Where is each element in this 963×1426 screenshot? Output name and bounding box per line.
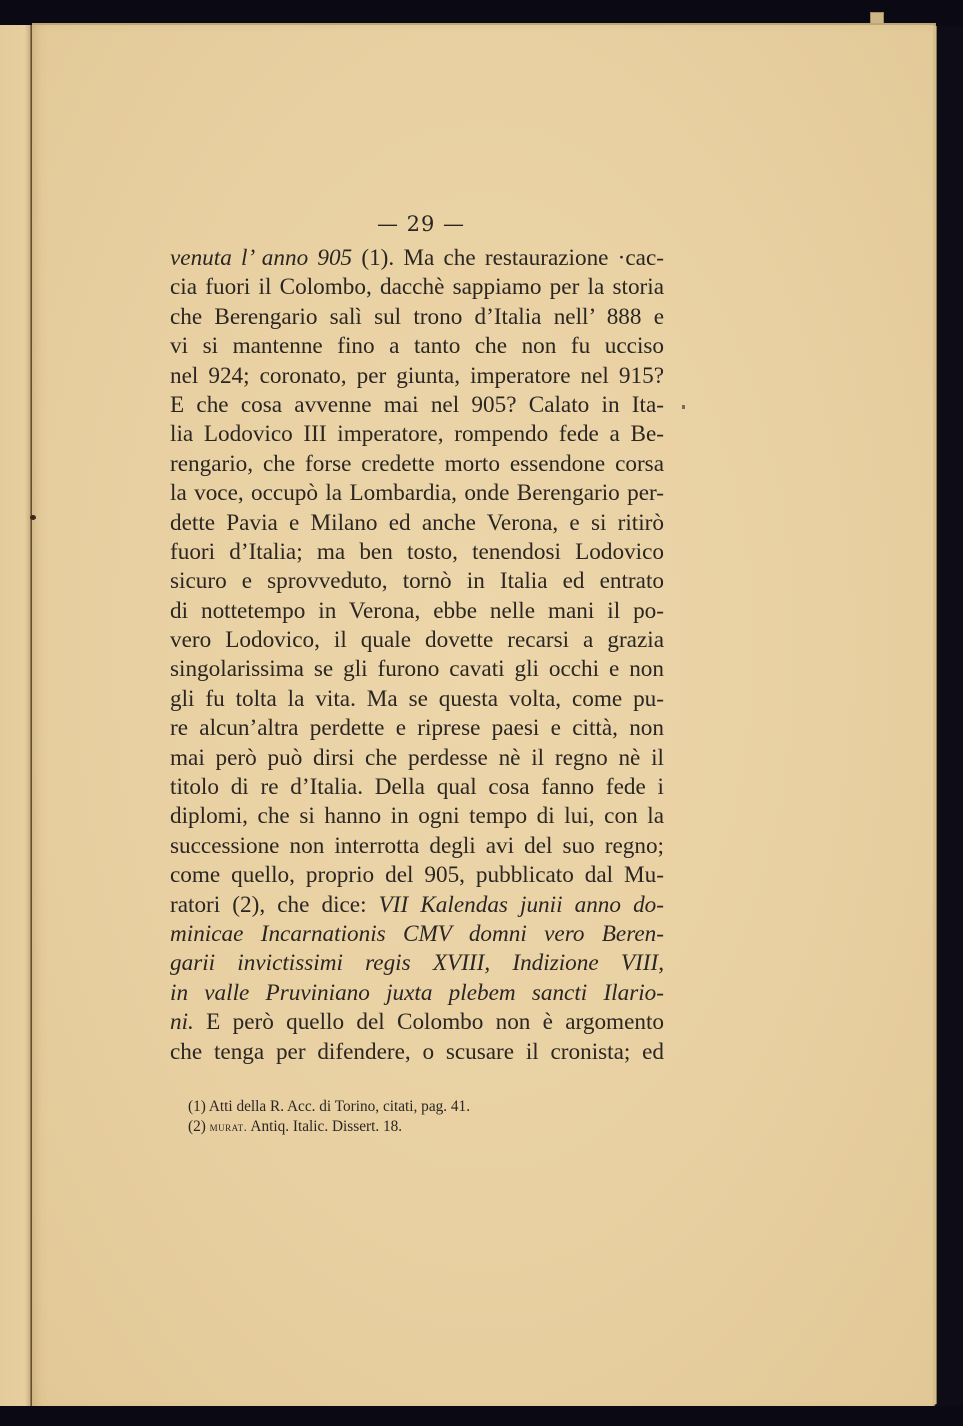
page-number: — 29 — (376, 212, 466, 236)
text-line (170, 567, 664, 596)
footnote-text: Atti della R. Acc. di Torino, citati, pag. 41. (208, 1098, 471, 1115)
italic-segment: VII Kalendas junii anno do- (378, 891, 664, 918)
text-line (170, 538, 664, 567)
footnote-2 (188, 1117, 608, 1137)
text-segment: titolo di re d’Italia. Della qual cosa fanno fede i (170, 774, 664, 801)
text-line (170, 391, 664, 420)
scan-background-bottom (0, 1406, 963, 1426)
footnote-1 (188, 1097, 608, 1117)
footnote-text: Antiq. Italic. Dissert. 18. (250, 1118, 403, 1135)
text-segment: dette Pavia e Milano ed anche Verona, e si ritirò (170, 509, 664, 536)
text-segment: successione non interrotta degli avi del suo regno; (170, 832, 664, 859)
text-segment: di nottetempo in Verona, ebbe nelle mani il po- (170, 597, 664, 624)
text-segment: (1). Ma che restaurazione ·cac- (352, 245, 664, 271)
text-line (170, 450, 664, 479)
footnote-marker: (2) (188, 1118, 206, 1135)
text-segment: singolarissima se gli furono cavati gli occhi e non (170, 656, 664, 683)
text-segment: che tenga per difendere, o scusare il cronista; ed (170, 1038, 664, 1065)
text-line (170, 773, 664, 802)
text-segment: come quello, proprio del 905, pubblicato dal Mu- (170, 862, 664, 889)
text-segment: vi si mantenne fino a tanto che non fu ucciso (170, 333, 664, 360)
text-line (170, 362, 664, 391)
text-segment: cia fuori il Colombo, dacchè sappiamo per la storia (170, 274, 664, 301)
text-line (170, 273, 664, 302)
footnotes (188, 1097, 608, 1137)
text-line (170, 949, 664, 978)
text-line (170, 332, 664, 361)
footnote-marker: (1) (188, 1098, 206, 1115)
text-line (170, 303, 664, 332)
text-line (170, 655, 664, 684)
text-segment: ratori (2), che dice: (170, 891, 379, 918)
text-segment: diplomi, che si hanno in ogni tempo di lui, con la (170, 803, 664, 830)
text-line (170, 802, 664, 831)
text-line (170, 714, 664, 743)
facing-page-edge (0, 25, 31, 1406)
text-line (170, 861, 664, 890)
text-segment: E però quello del Colombo non è argomento (193, 1009, 664, 1036)
text-segment: gli fu tolta la vita. Ma se questa volta, come pu- (170, 685, 664, 712)
italic-segment: venuta l’ anno 905 (170, 245, 353, 271)
text-segment: vero Lodovico, il quale dovette recarsi a grazia (170, 627, 664, 654)
body-text (170, 244, 664, 1067)
text-line (170, 979, 664, 1008)
text-segment: re alcun’altra perdette e riprese paesi e città, non (170, 715, 664, 742)
text-segment: E che cosa avvenne mai nel 905? Calato in Ita- (170, 391, 664, 418)
text-line (170, 626, 664, 655)
text-line (170, 685, 664, 714)
text-line (170, 1038, 664, 1067)
text-line (170, 420, 664, 449)
text-segment: fuori d’Italia; ma ben tosto, tenendosi Lodovico (170, 538, 664, 565)
text-line (170, 891, 664, 920)
text-segment: mai però può dirsi che perdesse nè il regno nè il (170, 744, 664, 771)
page-right-edge (933, 26, 937, 1404)
text-line (170, 1008, 664, 1037)
italic-segment: in valle Pruviniano juxta plebem sancti Ilario- (170, 979, 664, 1006)
text-segment: che Berengario salì sul trono d’Italia nell’ 888 e (170, 303, 664, 330)
text-line (170, 744, 664, 773)
text-line (170, 832, 664, 861)
text-line (170, 509, 664, 538)
italic-segment: minicae Incarnationis CMV domni vero Beren- (170, 920, 664, 947)
text-segment: la voce, occupò la Lombardia, onde Berengario per- (170, 480, 664, 507)
gutter-line (30, 25, 32, 1406)
italic-segment: garii invictissimi regis XVIII, Indizione VIII, (170, 950, 664, 977)
italic-segment: ni. (170, 1009, 194, 1036)
text-line (170, 597, 664, 626)
text-line (170, 920, 664, 949)
text-line (170, 244, 664, 273)
text-segment: nel 924; coronato, per giunta, imperatore nel 915? (170, 362, 664, 389)
footnote-author: murat. (209, 1119, 248, 1134)
margin-ink-spot (30, 515, 36, 520)
text-segment: lia Lodovico III imperatore, rompendo fede a Be- (170, 421, 664, 448)
text-segment: sicuro e sprovveduto, tornò in Italia ed entrato (170, 568, 664, 595)
text-line (170, 479, 664, 508)
margin-mark (682, 405, 685, 409)
text-segment: rengario, che forse credette morto essendone corsa (170, 450, 664, 477)
